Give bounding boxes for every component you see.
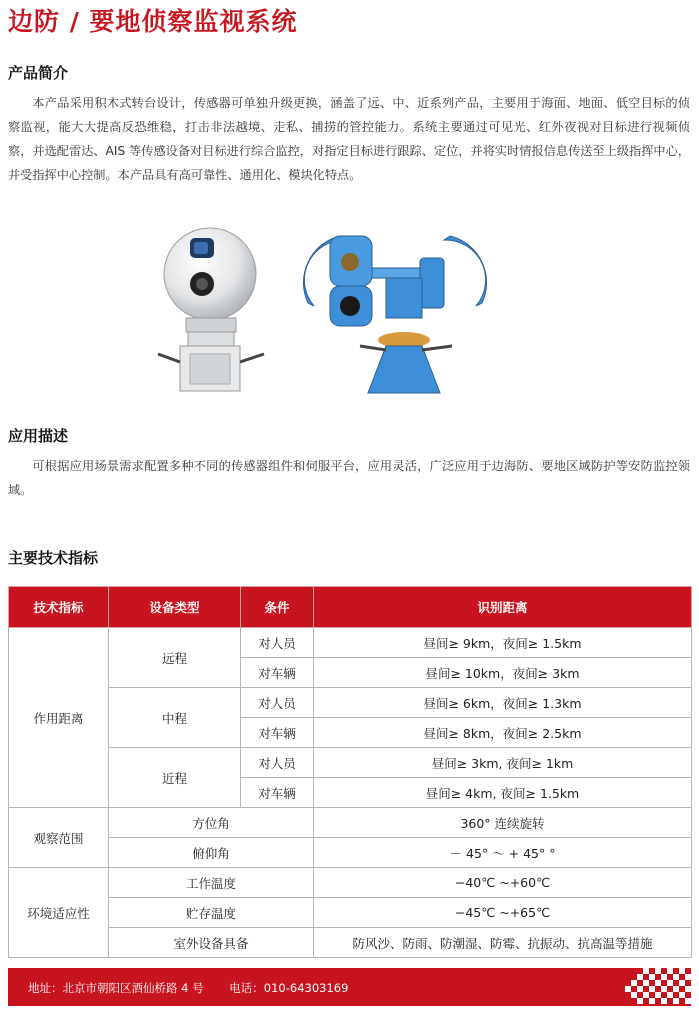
environment-value-cell: −45℃ ~+65℃ xyxy=(314,898,692,928)
specs-heading: 主要技术指标 xyxy=(8,549,99,567)
distance-cell: 昼间≥ 8km，夜间≥ 2.5km xyxy=(314,718,692,748)
type-cell: 近程 xyxy=(109,748,241,808)
table-row xyxy=(9,838,692,868)
spec-table xyxy=(8,586,692,958)
intro-heading: 产品简介 xyxy=(8,64,69,82)
environment-value-cell: 防风沙、防雨、防潮湿、防霉、抗振动、抗高温等措施 xyxy=(314,928,692,958)
spec-table-header xyxy=(9,587,692,628)
environment-item-cell: 工作温度 xyxy=(109,868,314,898)
environment-label-cell: 环境适应性 xyxy=(9,868,109,958)
condition-cell: 对人员 xyxy=(241,748,314,778)
observation-item-cell: 俯仰角 xyxy=(109,838,314,868)
turret-camera-image xyxy=(150,222,270,397)
type-cell: 中程 xyxy=(109,688,241,748)
environment-item-cell: 贮存温度 xyxy=(109,898,314,928)
page-title: 边防 / 要地侦察监视系统 xyxy=(8,7,298,36)
observation-value-cell: － 45° ～ + 45° ° xyxy=(314,838,692,868)
distance-cell: 昼间≥ 10km，夜间≥ 3km xyxy=(314,658,692,688)
observation-item-cell: 方位角 xyxy=(109,808,314,838)
condition-cell: 对人员 xyxy=(241,688,314,718)
table-row xyxy=(9,748,692,778)
table-row xyxy=(9,808,692,838)
environment-item-cell: 室外设备具备 xyxy=(109,928,314,958)
table-row xyxy=(9,688,692,718)
footer-phone: 电话：010-64303169 xyxy=(229,981,349,995)
condition-cell: 对车辆 xyxy=(241,778,314,808)
table-row xyxy=(9,628,692,658)
exploded-turret-image xyxy=(300,228,490,398)
condition-cell: 对车辆 xyxy=(241,718,314,748)
table-row xyxy=(9,928,692,958)
type-cell: 远程 xyxy=(109,628,241,688)
header-cell: 技术指标 xyxy=(9,587,109,628)
distance-cell: 昼间≥ 6km，夜间≥ 1.3km xyxy=(314,688,692,718)
header-cell: 识别距离 xyxy=(314,587,692,628)
table-row xyxy=(9,898,692,928)
header-cell: 设备类型 xyxy=(109,587,241,628)
observation-label-cell: 观察范围 xyxy=(9,808,109,868)
header-cell: 条件 xyxy=(241,587,314,628)
intro-text: 本产品采用积木式转台设计，传感器可单独升级更换，涵盖了远、中、近系列产品，主要用于海面、地面、低空目标的侦察监视，能大大提高反恐维稳，打击非法越境、走私、捕捞的管控能力。系统主要通过可见光、红外夜视对目标进行视频侦察，并选配雷达、AIS 等传感设备对目标进行综合监控，对指定目标进行跟踪、定位，并将实时情报信息传送至上级指挥中心，并受指挥中心控制。本产品具有高可靠性、通用化、模块化特点。 xyxy=(8,96,690,182)
table-row xyxy=(9,868,692,898)
footer-bar xyxy=(8,968,691,1006)
distance-cell: 昼间≥ 3km, 夜间≥ 1km xyxy=(314,748,692,778)
checker-pattern-icon xyxy=(621,968,691,1006)
application-text: 可根据应用场景需求配置多种不同的传感器组件和伺服平台，应用灵活，广泛应用于边海防、要地区域防护等安防监控领域。 xyxy=(8,459,690,497)
range-label-cell: 作用距离 xyxy=(9,628,109,808)
distance-cell: 昼间≥ 9km，夜间≥ 1.5km xyxy=(314,628,692,658)
condition-cell: 对车辆 xyxy=(241,658,314,688)
condition-cell: 对人员 xyxy=(241,628,314,658)
environment-value-cell: −40℃ ~+60℃ xyxy=(314,868,692,898)
distance-cell: 昼间≥ 4km, 夜间≥ 1.5km xyxy=(314,778,692,808)
observation-value-cell: 360° 连续旋转 xyxy=(314,808,692,838)
application-heading: 应用描述 xyxy=(8,427,69,445)
footer-address: 地址：北京市朝阳区酒仙桥路 4 号 xyxy=(28,981,204,995)
